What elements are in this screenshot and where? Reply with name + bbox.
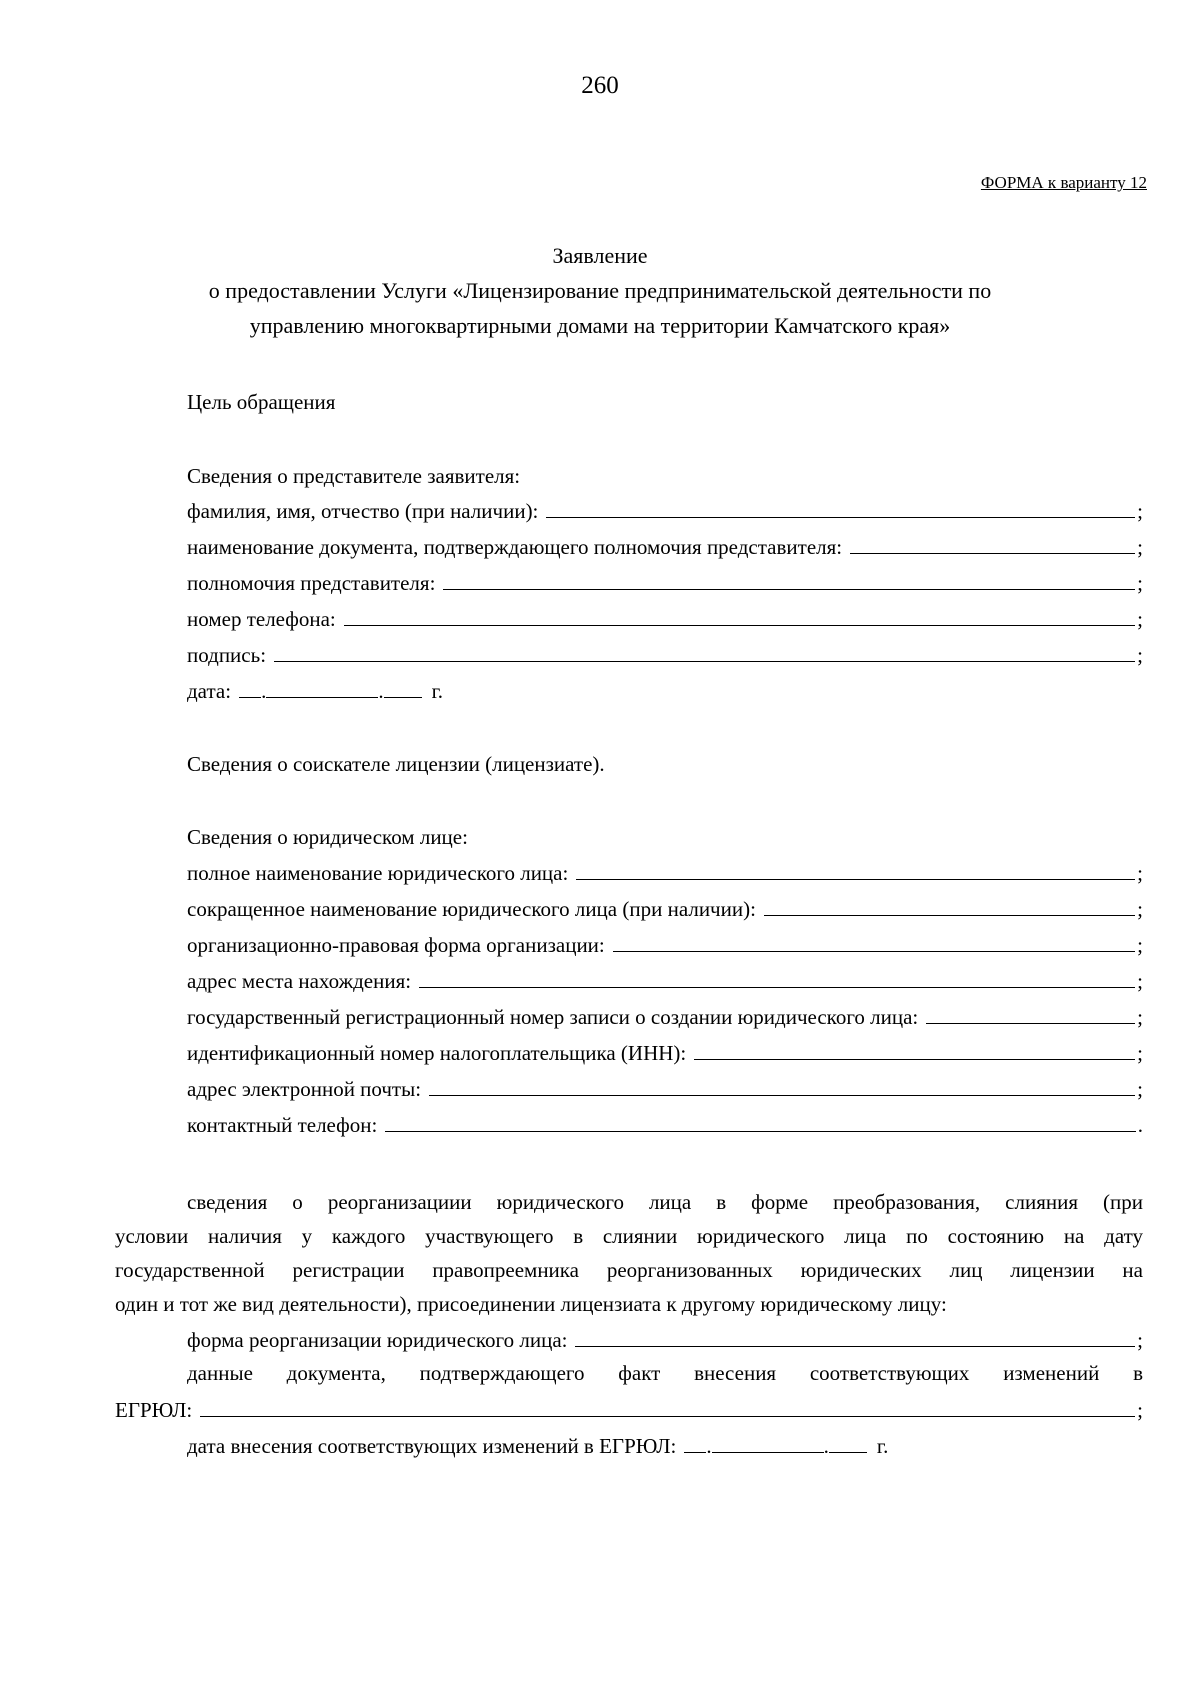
field-label: идентификационный номер налогоплательщика (ИНН): [187,1041,687,1065]
applicant-heading: Сведения о соискателе лицензии (лицензиате). [187,752,605,776]
field-terminator: ; [1137,1041,1143,1065]
document-subtitle-line-1: о предоставлении Услуги «Лицензирование предпринимательской деятельности по [208,278,992,303]
fill-line[interactable] [850,535,1135,554]
date-label: дата внесения соответствующих изменений в ЕГРЮЛ: [187,1434,677,1458]
field-terminator: ; [1137,499,1143,523]
document-title: Заявление [552,243,648,268]
representative-signature-field[interactable] [187,643,1143,669]
field-label: наименование документа, подтверждающего полномочия представителя: [187,535,843,559]
fill-line[interactable] [419,969,1135,988]
egrul-document-line-1: данные документа, подтверждающего факт внесения соответствующих изменений в [187,1361,1143,1385]
field-terminator: ; [1137,861,1143,885]
representative-heading: Сведения о представителе заявителя: [187,464,521,488]
fill-line[interactable] [344,607,1135,626]
field-label: адрес электронной почты: [187,1077,422,1101]
document-subtitle-line-2: управлению многоквартирными домами на территории Камчатского края» [249,313,951,338]
reorganization-para-line-1: сведения о реорганизациии юридического лица в форме преобразования, слияния (при [187,1190,1143,1214]
form-reference: ФОРМА к варианту 12 [980,173,1147,192]
field-label: государственный регистрационный номер записи о создании юридического лица: [187,1005,919,1029]
date-suffix: г. [431,679,444,703]
field-terminator: ; [1137,607,1143,631]
representative-powers-field[interactable] [187,571,1143,597]
fill-line[interactable] [694,1041,1135,1060]
fill-line[interactable] [200,1398,1135,1417]
legal-entity-heading: Сведения о юридическом лице: [187,825,468,849]
fill-line[interactable] [613,933,1135,952]
fill-line[interactable] [576,861,1135,880]
date-year-blank[interactable] [829,1434,867,1453]
field-terminator: ; [1137,1005,1143,1029]
date-month-blank[interactable] [266,679,378,698]
reorganization-para-line-2: условии наличия у каждого участвующего в слиянии юридического лица по состоянию на дату [115,1224,1143,1248]
egrul-date-field[interactable]: дата внесения соответствующих изменений в ЕГРЮЛ: . . г. [187,1434,889,1458]
legal-entity-full-name-field[interactable] [187,861,1143,887]
reorganization-para-line-3: государственной регистрации правопреемника реорганизованных юридических лиц лицензии на [115,1258,1143,1282]
field-label: ЕГРЮЛ: [115,1398,193,1422]
field-terminator: ; [1137,643,1143,667]
field-label: подпись: [187,643,267,667]
date-day-blank[interactable] [239,679,261,698]
date-label: дата: [187,679,232,703]
legal-entity-email-field[interactable] [187,1077,1143,1103]
fill-line[interactable] [385,1113,1135,1132]
date-suffix: г. [876,1434,889,1458]
field-label: адрес места нахождения: [187,969,412,993]
field-label: полномочия представителя: [187,571,436,595]
field-terminator: ; [1137,571,1143,595]
field-label: сокращенное наименование юридического лица (при наличии): [187,897,756,921]
field-terminator: . [1137,1113,1143,1137]
representative-phone-field[interactable] [187,607,1143,633]
purpose-label: Цель обращения [187,390,336,414]
representative-full-name-field[interactable] [187,499,1143,525]
representative-authority-document-field[interactable] [187,535,1143,561]
reorganization-para-line-4: один и тот же вид деятельности), присоединении лицензиата к другому юридическому лицу: [115,1292,947,1316]
field-terminator: ; [1137,1328,1143,1352]
fill-line[interactable] [764,897,1135,916]
egrul-document-field[interactable] [115,1398,1143,1424]
fill-line[interactable] [443,571,1135,590]
field-label: фамилия, имя, отчество (при наличии): [187,499,539,523]
field-terminator: ; [1137,1398,1143,1422]
fill-line[interactable] [546,499,1135,518]
legal-entity-registration-number-field[interactable] [187,1005,1143,1031]
field-label: организационно-правовая форма организации: [187,933,605,957]
field-terminator: ; [1137,1077,1143,1101]
field-label: контактный телефон: [187,1113,378,1137]
field-label: полное наименование юридического лица: [187,861,569,885]
date-day-blank[interactable] [684,1434,706,1453]
legal-entity-short-name-field[interactable] [187,897,1143,923]
fill-line[interactable] [429,1077,1135,1096]
field-terminator: ; [1137,969,1143,993]
fill-line[interactable] [575,1328,1135,1347]
legal-entity-inn-field[interactable] [187,1041,1143,1067]
date-year-blank[interactable] [384,679,422,698]
field-terminator: ; [1137,933,1143,957]
legal-entity-legal-form-field[interactable] [187,933,1143,959]
reorganization-form-field[interactable] [187,1328,1143,1354]
field-terminator: ; [1137,897,1143,921]
date-month-blank[interactable] [712,1434,824,1453]
legal-entity-address-field[interactable] [187,969,1143,995]
page-number: 260 [581,72,619,99]
field-terminator: ; [1137,535,1143,559]
representative-date-field[interactable]: дата: . . г. [187,679,444,703]
fill-line[interactable] [274,643,1135,662]
fill-line[interactable] [926,1005,1135,1024]
field-label: форма реорганизации юридического лица: [187,1328,568,1352]
legal-entity-phone-field[interactable] [187,1113,1143,1139]
field-label: номер телефона: [187,607,336,631]
